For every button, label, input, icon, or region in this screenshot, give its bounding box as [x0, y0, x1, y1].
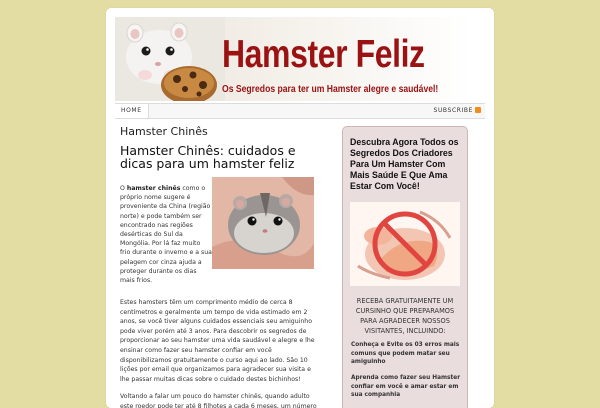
- sidebar-benefit-item: Conheça e Evite os 03 erros mais comuns que podem matar seu amiguinho: [351, 342, 460, 366]
- post-intro-paragraph: [120, 184, 212, 285]
- hamster-photo: [212, 177, 314, 269]
- post-paragraph-3: Voltando a falar um pouco do hamster chinês, quando adulto este roedor pode ter até 8 filhotes a cada 6 meses, um número: [120, 393, 317, 408]
- site-title[interactable]: Hamster Feliz: [222, 33, 425, 76]
- intro-bold: hamster chinês: [126, 185, 181, 192]
- no-cage-illustration: [350, 202, 460, 286]
- page-title: Hamster Chinês: [120, 125, 208, 138]
- header-banner[interactable]: [115, 17, 473, 101]
- sidebar-offer-text: RECEBA GRATUITAMENTE UM CURSINHO QUE PREPARAMOS PARA AGRADECER NOSSOS VISITANTES, INCLUINDO:: [355, 297, 455, 335]
- post-paragraph-2: Estes hamsters têm um comprimento médio de cerca 8 centímetros e geralmente um tempo de vida estimado em 2 anos, se você tiver alguns cuidados essenciais seu amiguinho pode viver porém até 3 anos. Para descobrir os segredos de proporcionar ao seu hamster uma vida saudável e alegre e lhe ensinar como fazer seu hamster confiar em você disponibilizamos gratuitamente o curso aqui ao lado. São 10 lições por email que organizamos para agradecer sua visita e lhe passar muitas dicas sobre o cuidado destes bichinhos!: [120, 299, 315, 383]
- optin-sidebar-box: [342, 126, 468, 408]
- intro-rest: como o próprio nome sugere é proveniente da China (região norte) e pode também ser encontrado nas regiões desérticas do Sul da Mongólia. Por lá faz muito frio durante o inverno e a sua pelagem cor cinza ajuda a proteger durante os dias mais frios.: [120, 185, 212, 285]
- hamster-logo-image: [115, 17, 225, 101]
- page-container: [106, 8, 494, 408]
- subscribe-label: SUBSCRIBE: [433, 107, 473, 114]
- rss-icon: [475, 107, 481, 113]
- nav-bar: [115, 103, 485, 119]
- sidebar-benefit-item: Aprenda como fazer seu Hamster confiar em você e amar estar em sua companhia: [351, 375, 461, 399]
- subscribe-link[interactable]: [434, 104, 481, 118]
- nav-home-link[interactable]: HOME: [115, 104, 149, 118]
- sidebar-title: Descubra Agora Todos os Segredos Dos Criadores Para Um Hamster Com Mais Saúde E Que Ama Estar Com Você!: [350, 137, 459, 191]
- post-title[interactable]: Hamster Chinês: cuidados e dicas para um hamster feliz: [120, 143, 296, 171]
- intro-prefix: O: [120, 185, 127, 192]
- site-tagline: Os Segredos para ter um Hamster alegre e saudável!: [222, 83, 439, 95]
